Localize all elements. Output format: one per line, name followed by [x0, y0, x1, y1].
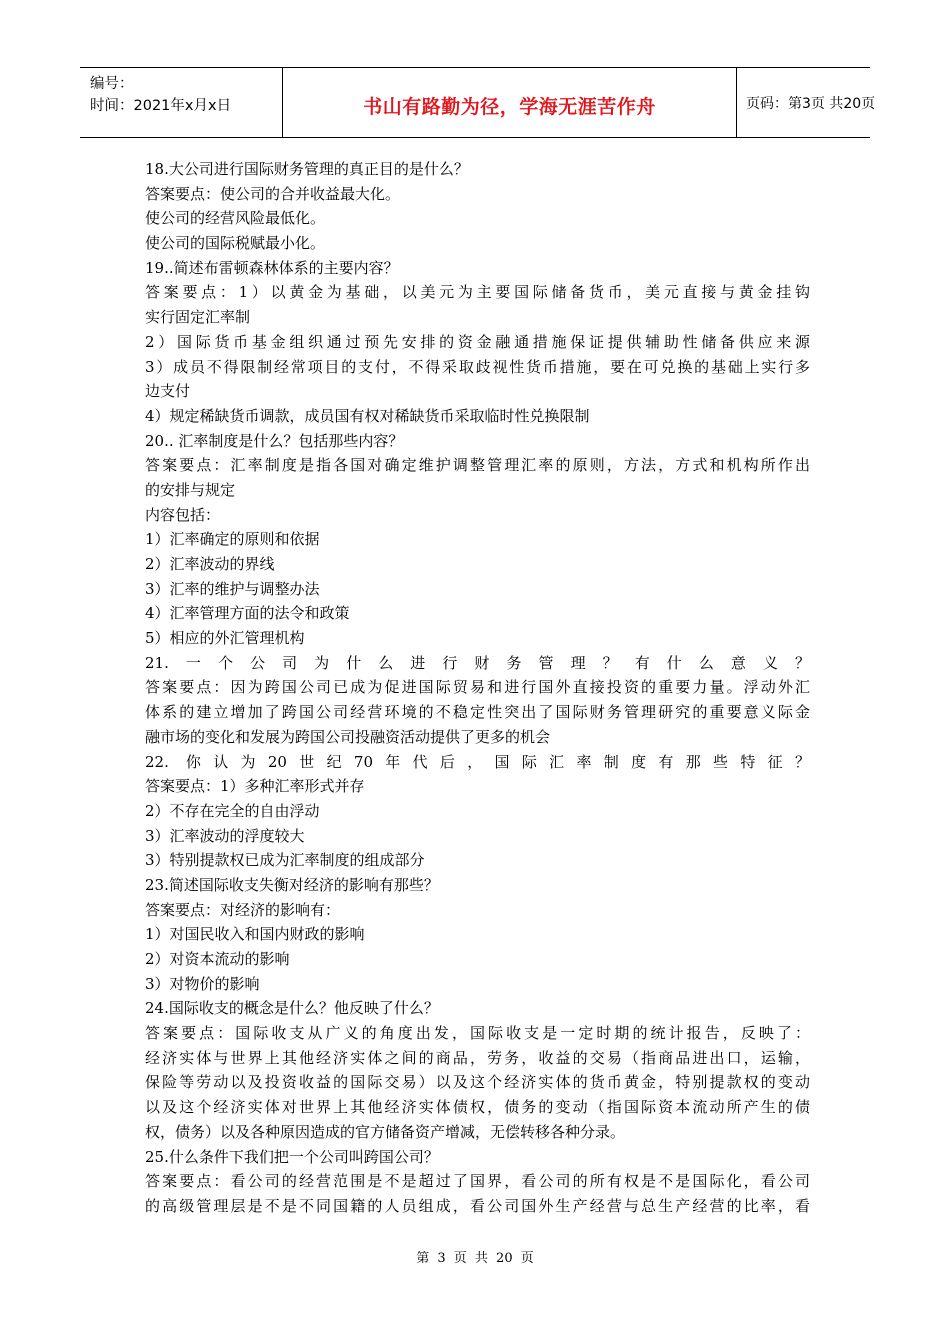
text-line: 融市场的变化和发展为跨国公司投融资活动提供了更多的机会 — [145, 727, 551, 746]
header-right-cell — [736, 68, 876, 137]
text-line: 权，债务）以及各种原因造成的官方储备资产增减，无偿转移各种分录。 — [145, 1122, 626, 1141]
text-line: 以及这个经济实体对世界上其他经济实体债权，债务的变动（指国际资本流动所产生的债 — [145, 1098, 810, 1117]
text-line: 3）汇率的维护与调整办法 — [145, 579, 320, 598]
text-line: 24.国际收支的概念是什么？他反映了什么？ — [145, 999, 439, 1018]
text-line: 保险等劳动以及投资收益的国际交易）以及这个经济实体的货币黄金，特别提款权的变动 — [145, 1073, 810, 1092]
text-line: 2）对资本流动的影响 — [145, 950, 290, 968]
document-body — [145, 157, 810, 1219]
text-line: 答案要点：使公司的合并收益最大化。 — [145, 184, 401, 203]
text-line: 2）国际货币基金组织通过预先安排的资金融通措施保证提供辅助性储备供应来源 — [145, 332, 810, 351]
text-line: 答案要点：对经济的影响有： — [145, 900, 341, 919]
text-line: 21.一个公司为什么进行财务管理？有什么意义？ — [145, 653, 810, 672]
header-left-cell — [80, 68, 282, 137]
text-line: 实行固定汇率制 — [145, 308, 251, 327]
time-label: 时间：2021年x月x日 — [90, 98, 232, 114]
text-line: 边支付 — [145, 382, 191, 401]
text-line: 2）不存在完全的自由浮动 — [145, 801, 320, 820]
text-line: 19..简述布雷顿森林体系的主要内容？ — [145, 258, 399, 277]
text-line: 3）汇率波动的浮度较大 — [145, 826, 305, 845]
text-line: 4）规定稀缺货币调款，成员国有权对稀缺货币采取临时性兑换限制 — [145, 406, 590, 425]
header-motto-cell — [282, 68, 737, 137]
text-line: 内容包括： — [145, 505, 221, 524]
text-line: 3）成员不得限制经常项目的支付，不得采取歧视性货币措施，要在可兑换的基础上实行多 — [145, 357, 810, 376]
text-line: 4）汇率管理方面的法令和政策 — [145, 604, 350, 623]
text-line: 1）对国民收入和国内财政的影响 — [145, 925, 365, 944]
text-line: 3）特别提款权已成为汇率制度的组成部分 — [145, 851, 425, 870]
text-line: 答案要点：1）多种汇率形式并存 — [145, 777, 365, 796]
text-line: 答案要点：因为跨国公司已成为促进国际贸易和进行国外直接投资的重要力量。浮动外汇 — [145, 678, 810, 697]
text-line: 体系的建立增加了跨国公司经营环境的不稳定性突出了国际财务管理研究的重要意义际金 — [145, 703, 810, 722]
text-line: 答案要点：汇率制度是指各国对确定维护调整管理汇率的原则，方法，方式和机构所作出 — [145, 456, 810, 475]
text-line: 18.大公司进行国际财务管理的真正目的是什么？ — [145, 160, 469, 178]
text-line: 23.简述国际收支失衡对经济的影响有那些？ — [145, 875, 439, 894]
text-line: 经济实体与世界上其他经济实体之间的商品，劳务，收益的交易（指商品进出口，运输， — [145, 1048, 810, 1067]
text-line: 使公司的经营风险最低化。 — [145, 209, 326, 228]
text-line: 答案要点：1）以黄金为基础，以美元为主要国际储备货币，美元直接与黄金挂钩 — [145, 283, 810, 302]
page-footer: 第 3 页 共 20 页 — [416, 1251, 534, 1266]
text-line: 2）汇率波动的界线 — [145, 555, 275, 573]
text-line: 使公司的国际税赋最小化。 — [145, 234, 326, 253]
text-line: 25.什么条件下我们把一个公司叫跨国公司？ — [145, 1147, 439, 1166]
text-line: 答案要点：国际收支从广义的角度出发，国际收支是一定时期的统计报告，反映了： — [145, 1024, 810, 1043]
text-line: 5）相应的外汇管理机构 — [145, 629, 305, 648]
page-info: 页码：第3页 共20页 — [746, 96, 876, 112]
motto-text: 书山有路勤为径，学海无涯苦作舟 — [363, 96, 656, 118]
text-line: 的安排与规定 — [145, 480, 236, 499]
text-line: 20.. 汇率制度是什么？包括那些内容？ — [145, 431, 404, 450]
page-header — [80, 67, 876, 138]
text-line: 3）对物价的影响 — [145, 974, 260, 993]
text-line: 1）汇率确定的原则和依据 — [145, 530, 320, 549]
text-line: 22. 你认为20世纪70年代后，国际汇率制度有那些特征？ — [145, 752, 810, 771]
text-line: 答案要点：看公司的经营范围是不是超过了国界，看公司的所有权是不是国际化，看公司 — [145, 1172, 810, 1191]
text-line: 的高级管理层是不是不同国籍的人员组成，看公司国外生产经营与总生产经营的比率，看 — [145, 1196, 810, 1215]
number-label: 编号： — [90, 76, 134, 92]
